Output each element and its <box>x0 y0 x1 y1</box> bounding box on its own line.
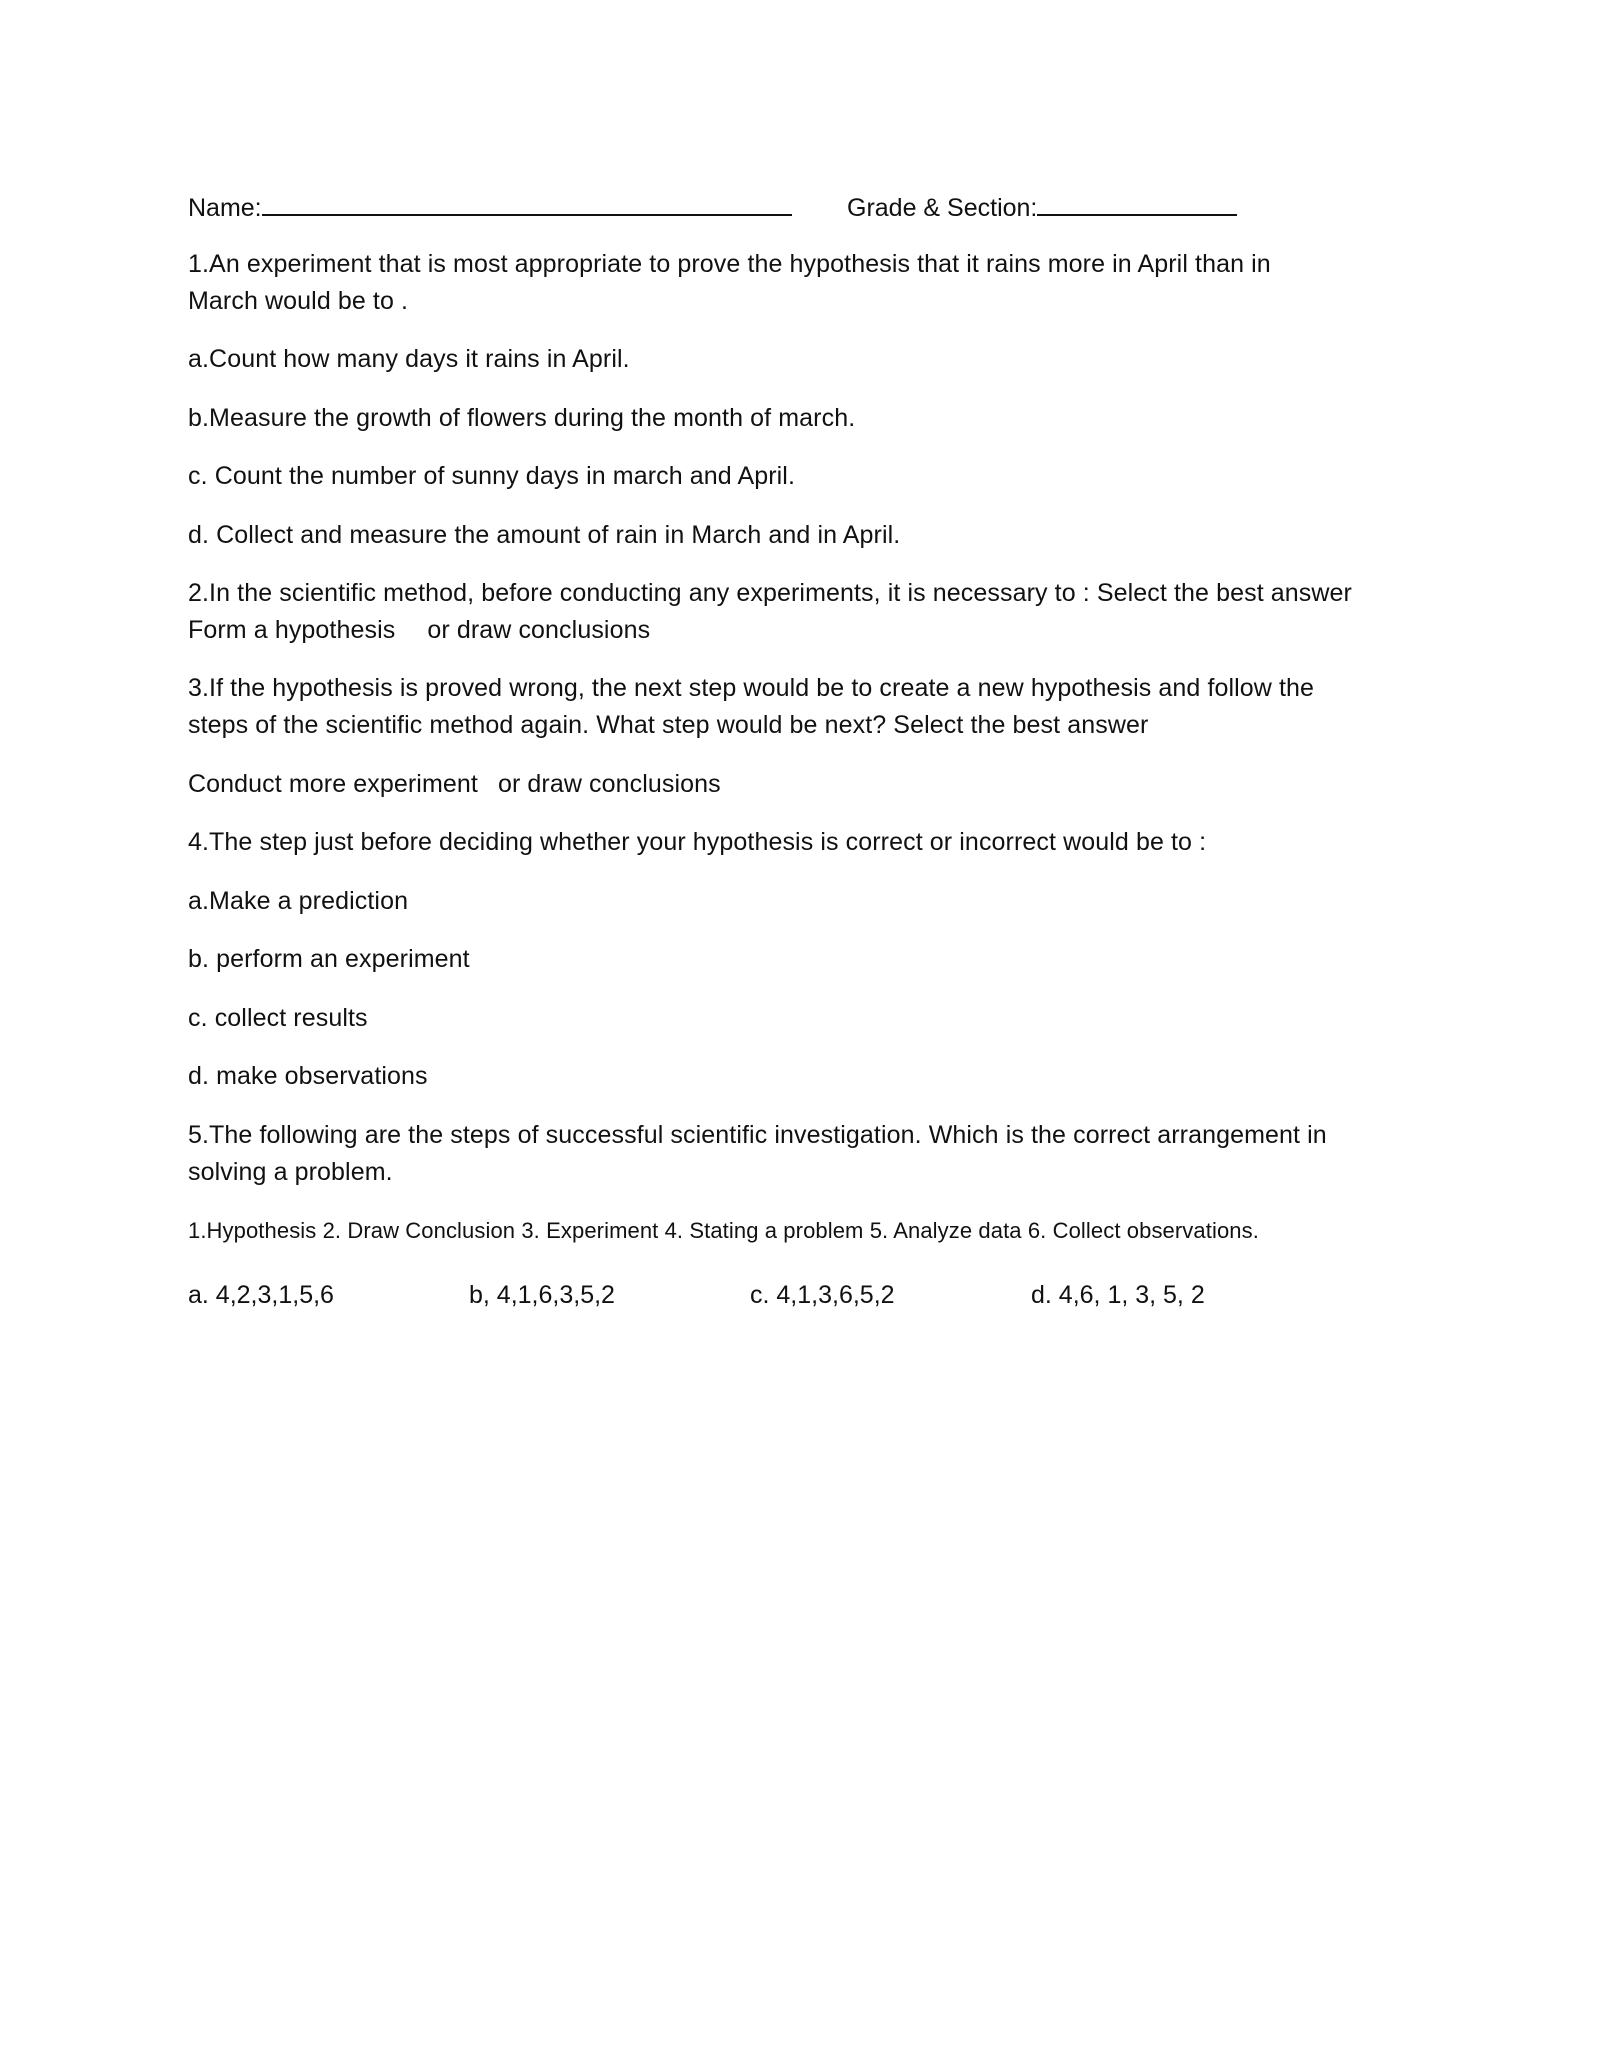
question-3-option-2: or draw conclusions <box>497 770 721 798</box>
question-1-text-line-2: March would be to . <box>188 287 409 315</box>
question-5-choice-d: d. 4,6, 1, 3, 5, 2 <box>1031 1281 1205 1309</box>
question-1-choice-d: d. Collect and measure the amount of rain in March and in April. <box>188 521 901 549</box>
question-1-choice-c: c. Count the number of sunny days in march and April. <box>188 462 796 490</box>
grade-section-field[interactable] <box>847 188 1237 227</box>
question-1-choice-a: a.Count how many days it rains in April. <box>188 345 630 373</box>
name-blank-line[interactable] <box>262 188 792 216</box>
header-row <box>188 188 1038 227</box>
question-2-option-1: Form a hypothesis <box>188 616 396 644</box>
name-field[interactable] <box>188 188 792 227</box>
question-5-steps-list: 1.Hypothesis 2. Draw Conclusion 3. Experiment 4. Stating a problem 5. Analyze data 6. Collect observations. <box>188 1218 1259 1243</box>
question-3-text-line-2: steps of the scientific method again. What step would be next? Select the best answer <box>188 711 1149 739</box>
question-3-text-line-1: 3.If the hypothesis is proved wrong, the next step would be to create a new hypothesis and follow the <box>188 674 1315 702</box>
name-label: Name: <box>188 194 262 222</box>
question-5-choice-b: b, 4,1,6,3,5,2 <box>469 1281 615 1309</box>
question-2-text-line-1: 2.In the scientific method, before conducting any experiments, it is necessary to : Select the best answer <box>188 579 1352 607</box>
question-2-option-2: or draw conclusions <box>427 616 651 644</box>
question-4-choice-a: a.Make a prediction <box>188 887 409 915</box>
grade-section-label: Grade & Section: <box>847 194 1038 222</box>
question-5-choices <box>188 1277 1388 1314</box>
question-5-text-line-1: 5.The following are the steps of successful scientific investigation. Which is the correct arrangement in <box>188 1121 1327 1149</box>
question-4-choice-d: d. make observations <box>188 1062 428 1090</box>
question-4-text-line-1: 4.The step just before deciding whether your hypothesis is correct or incorrect would be to : <box>188 828 1207 856</box>
question-4-choice-b: b. perform an experiment <box>188 945 470 973</box>
question-4-choice-c: c. collect results <box>188 1004 368 1032</box>
question-3-option-1: Conduct more experiment <box>188 770 478 798</box>
question-5-choice-a: a. 4,2,3,1,5,6 <box>188 1281 334 1309</box>
grade-section-blank-line[interactable] <box>1037 188 1237 216</box>
question-5-text-line-2: solving a problem. <box>188 1158 393 1186</box>
question-1-text-line-1: 1.An experiment that is most appropriate to prove the hypothesis that it rains more in April than in <box>188 250 1271 278</box>
question-2-options <box>188 612 650 649</box>
question-3-options <box>188 766 721 803</box>
question-5-choice-c: c. 4,1,3,6,5,2 <box>750 1281 895 1309</box>
question-1-choice-b: b.Measure the growth of flowers during the month of march. <box>188 404 856 432</box>
